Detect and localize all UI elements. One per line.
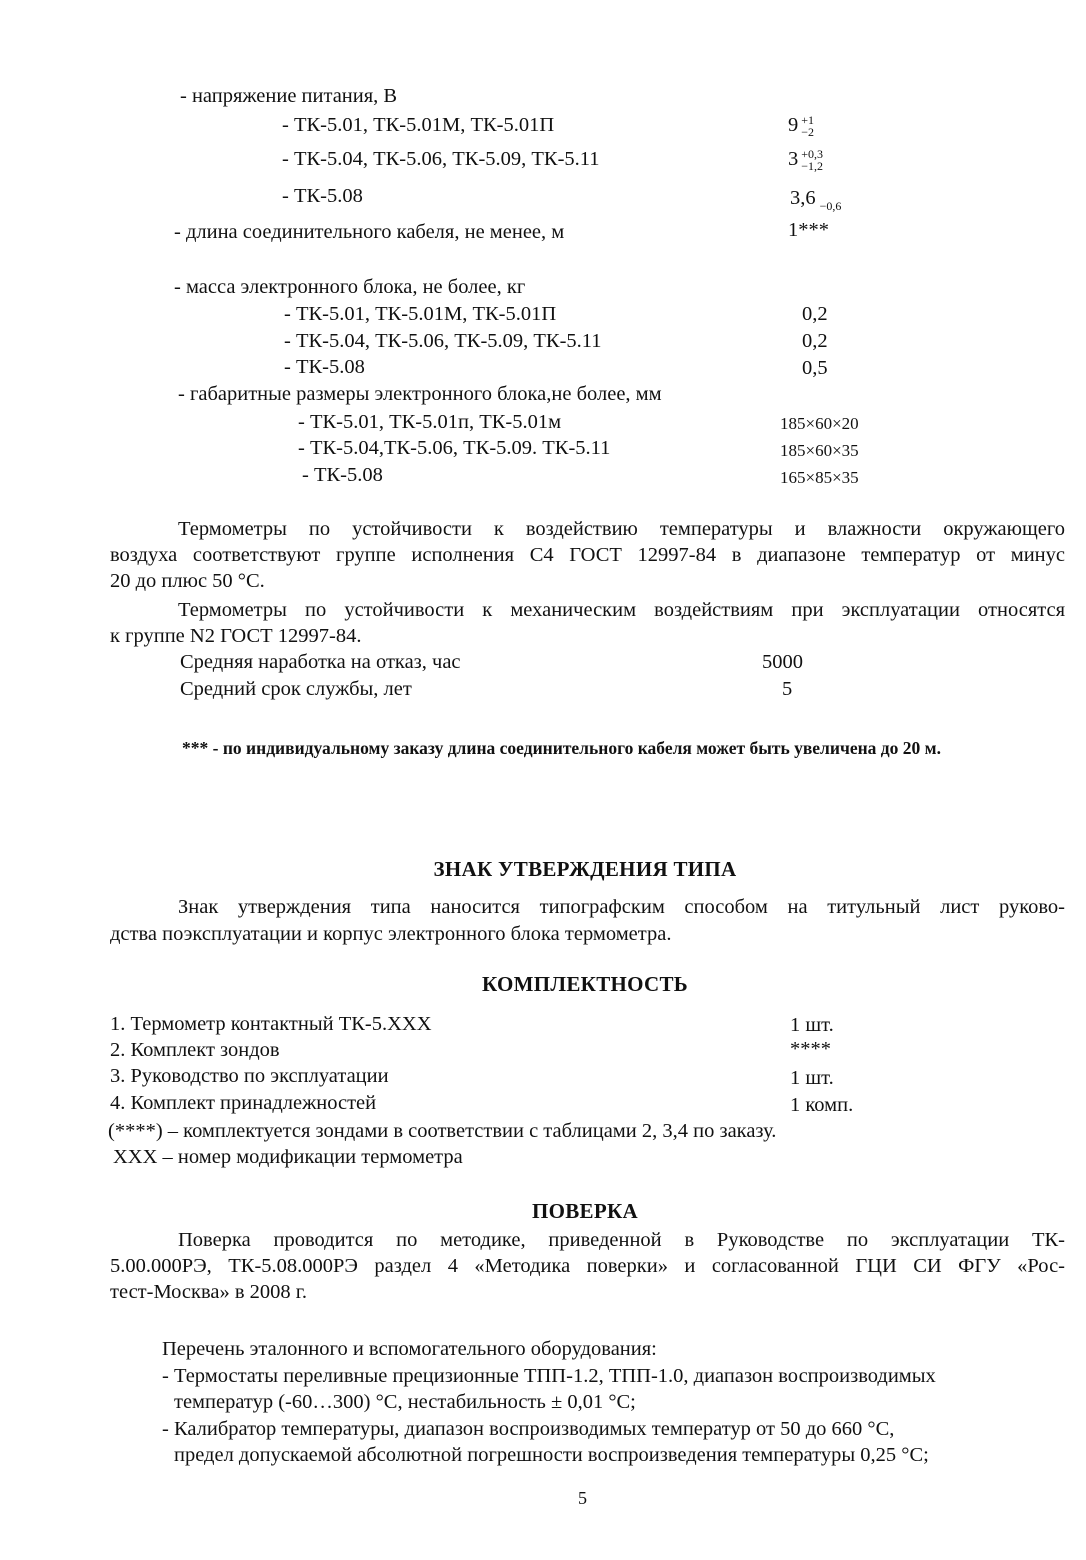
climate-paragraph-line: 20 до плюс 50 °С. (110, 570, 265, 592)
mech-paragraph-line: к группе N2 ГОСТ 12997-84. (110, 625, 362, 647)
dims-model: - ТК-5.04,ТК-5.06, ТК-5.09. ТК-5.11 (298, 437, 611, 459)
kit-note: XXX – номер модификации термометра (113, 1146, 463, 1168)
tolerance: −0,6 (819, 199, 842, 213)
voltage-nominal: 3 (788, 148, 799, 170)
kit-note: (****) – комплектуется зондами в соответствии с таблицами 2, 3,4 по заказу. (108, 1120, 777, 1142)
cable-footnote: *** - по индивидуальному заказу длина соединительного кабеля может быть увеличена до 20 м. (182, 738, 941, 758)
mass-label: - масса электронного блока, не более, кг (174, 276, 526, 298)
cable-value: 1*** (788, 219, 829, 241)
kit-item: 4. Комплект принадлежностей (110, 1092, 377, 1114)
kit-item: 1. Термометр контактный ТК-5.XXX (110, 1013, 432, 1035)
voltage-model: - ТК-5.01, ТК-5.01М, ТК-5.01П (282, 114, 555, 136)
mech-paragraph-line: Термометры по устойчивости к механическим воздействиям при эксплуатации относятся (178, 599, 1065, 621)
page-number: 5 (578, 1488, 587, 1508)
mass-model: - ТК-5.04, ТК-5.06, ТК-5.09, ТК-5.11 (284, 330, 602, 352)
kit-qty: 1 шт. (790, 1067, 834, 1089)
voltage-model: - ТК-5.08 (282, 185, 363, 207)
mass-model: - ТК-5.08 (284, 356, 365, 378)
dims-model: - ТК-5.01, ТК-5.01п, ТК-5.01м (298, 411, 562, 433)
dims-value: 185×60×35 (780, 441, 859, 460)
service-life-value: 5 (782, 678, 793, 700)
equipment-item: - Термостаты переливные прецизионные ТПП-1.2, ТПП-1.0, диапазон воспроизводимых (162, 1365, 936, 1387)
approval-heading: ЗНАК УТВЕРЖДЕНИЯ ТИПА (433, 857, 737, 881)
equipment-item: температур (-60…300) °С, нестабильность ± 0,01 °С; (174, 1391, 636, 1413)
approval-paragraph-line: дства поэксплуатации и корпус электронного блока термометра. (110, 923, 672, 945)
voltage-value (788, 147, 823, 172)
kit-qty: 1 комп. (790, 1094, 854, 1116)
mtbf-value: 5000 (762, 651, 803, 673)
voltage-nominal: 3,6 (790, 187, 816, 209)
verification-heading: ПОВЕРКА (531, 1199, 638, 1223)
kit-qty: 1 шт. (790, 1014, 834, 1036)
mass-value: 0,5 (802, 357, 828, 379)
dims-value: 165×85×35 (780, 468, 859, 487)
kit-item: 3. Руководство по эксплуатации (110, 1065, 389, 1087)
equipment-item: - Калибратор температуры, диапазон воспроизводимых температур от 50 до 660 °С, (162, 1418, 895, 1440)
dims-model: - ТК-5.08 (302, 464, 383, 486)
equipment-item: предел допускаемой абсолютной погрешности воспроизведения температуры 0,25 °С; (174, 1444, 929, 1466)
mass-model: - ТК-5.01, ТК-5.01М, ТК-5.01П (284, 303, 557, 325)
mass-value: 0,2 (802, 303, 828, 325)
voltage-label: - напряжение питания, В (180, 85, 398, 107)
dims-label: - габаритные размеры электронного блока,не более, мм (178, 383, 662, 405)
voltage-nominal: 9 (788, 114, 799, 136)
kit-item: 2. Комплект зондов (110, 1039, 280, 1061)
climate-paragraph-line: воздуха соответствуют группе исполнения С4 ГОСТ 12997-84 в диапазоне температур от минус (110, 544, 1065, 566)
equipment-title: Перечень эталонного и вспомогательного оборудования: (162, 1338, 657, 1360)
voltage-value (788, 113, 814, 138)
mass-value: 0,2 (802, 330, 828, 352)
service-life-label: Средний срок службы, лет (180, 678, 412, 700)
dims-value: 185×60×20 (780, 414, 859, 433)
voltage-value (790, 186, 841, 218)
kit-qty: **** (790, 1038, 831, 1060)
tolerance: +0,3 −1,2 (801, 147, 824, 174)
mtbf-label: Средняя наработка на отказ, час (180, 651, 461, 673)
verification-paragraph-line: Поверка проводится по методике, приведенной в Руководстве по эксплуатации ТК- (178, 1229, 1065, 1251)
cable-label: - длина соединительного кабеля, не менее, м (174, 221, 565, 243)
climate-paragraph-line: Термометры по устойчивости к воздействию температуры и влажности окружающего (178, 518, 1065, 540)
verification-paragraph-line: тест-Москва» в 2008 г. (110, 1281, 308, 1303)
approval-paragraph-line: Знак утверждения типа наносится типографским способом на титульный лист руково- (178, 896, 1065, 918)
verification-paragraph-line: 5.00.000РЭ, ТК-5.08.000РЭ раздел 4 «Методика поверки» и согласованной ГЦИ СИ ФГУ «Рос- (110, 1255, 1065, 1277)
tolerance: +1 −2 (801, 113, 815, 140)
kit-heading: КОМПЛЕКТНОСТЬ (482, 972, 688, 996)
voltage-model: - ТК-5.04, ТК-5.06, ТК-5.09, ТК-5.11 (282, 148, 600, 170)
